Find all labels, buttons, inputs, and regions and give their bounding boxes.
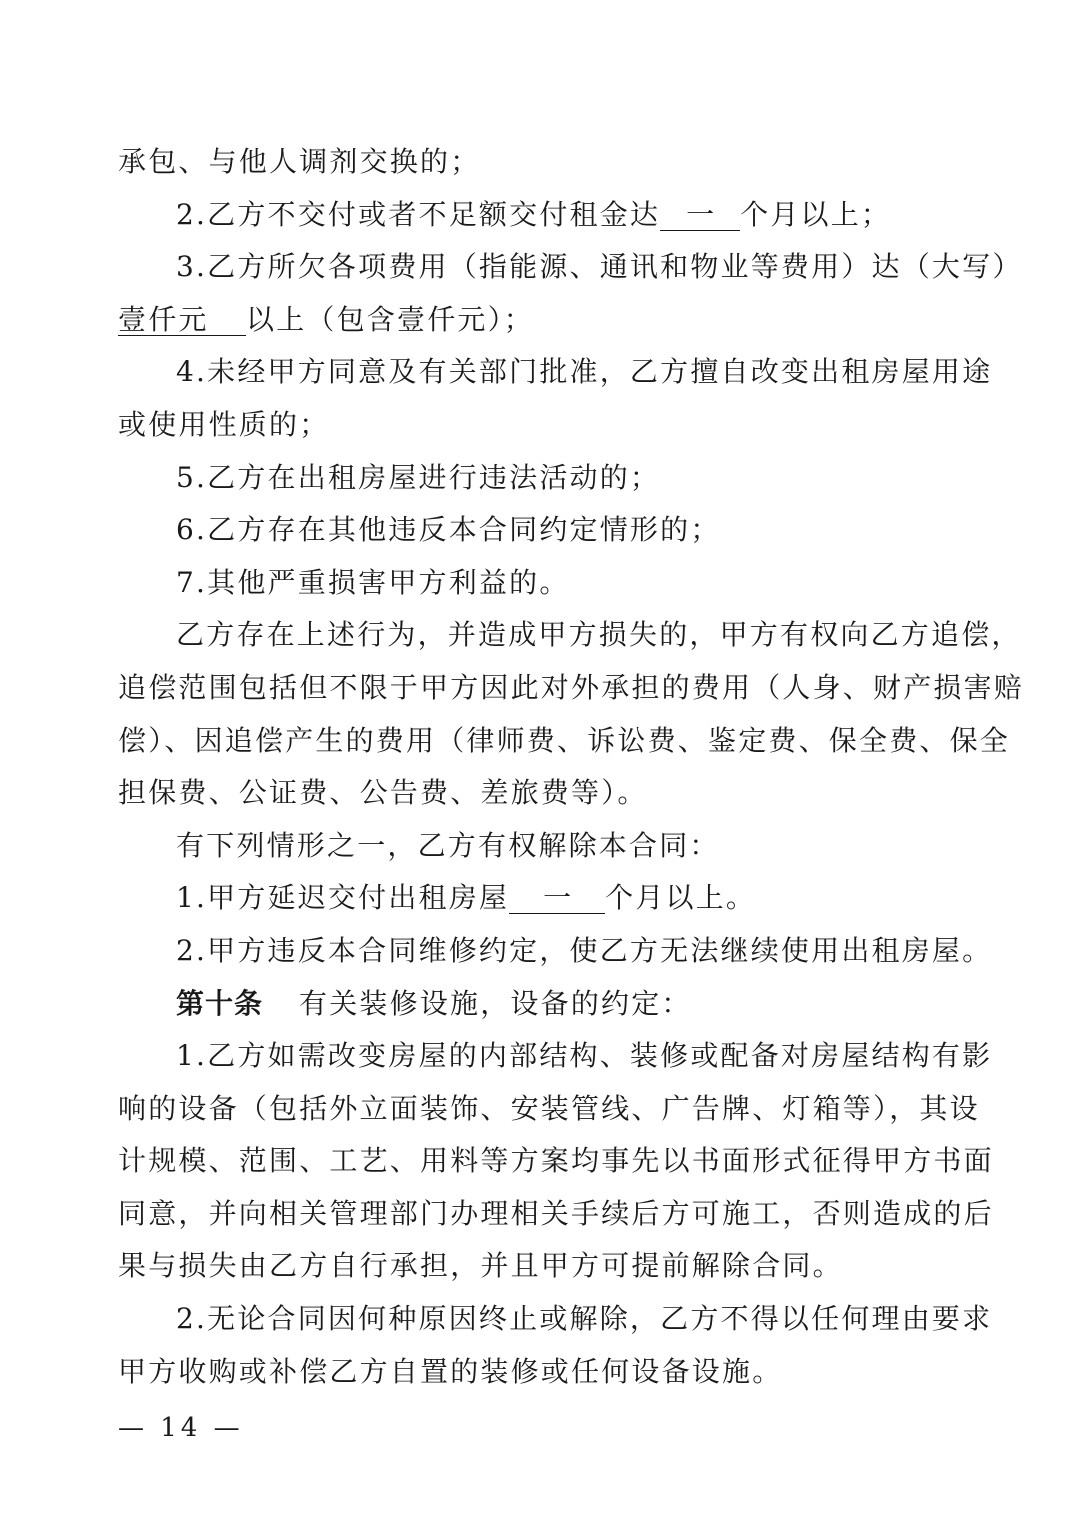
fill-blank-amount: 壹仟元 xyxy=(118,305,246,336)
text-line: 5.乙方在出租房屋进行违法活动的； xyxy=(176,460,661,494)
text-segment: 1.甲方延迟交付出租房屋 xyxy=(176,881,510,915)
text-line: 2.无论合同因何种原因终止或解除，乙方不得以任何理由要求 xyxy=(176,1302,993,1336)
text-line: 7.其他严重损害甲方利益的。 xyxy=(176,565,570,599)
text-line: 2.甲方违反本合同维修约定，使乙方无法继续使用出租房屋。 xyxy=(176,933,993,967)
article-title: 第十条 xyxy=(176,986,264,1020)
fill-blank-months: 一 xyxy=(509,883,605,914)
text-line: 3.乙方所欠各项费用（指能源、通讯和物业等费用）达（大写） xyxy=(176,250,1023,284)
text-line: 响的设备（包括外立面装饰、安装管线、广告牌、灯箱等），其设 xyxy=(118,1091,980,1125)
text-line: 果与损失由乙方自行承担，并且甲方可提前解除合同。 xyxy=(118,1249,843,1283)
text-line: 乙方存在上述行为，并造成甲方损失的，甲方有权向乙方追偿， xyxy=(176,618,1022,652)
text-line: 6.乙方存在其他违反本合同约定情形的； xyxy=(176,513,721,547)
text-segment: 以上（包含壹仟元）； xyxy=(246,302,535,336)
text-line: 计规模、范围、工艺、用料等方案均事先以书面形式征得甲方书面 xyxy=(118,1144,994,1178)
document-page xyxy=(118,136,1025,1398)
text-line: 追偿范围包括但不限于甲方因此对外承担的费用（人身、财产损害赔 xyxy=(118,670,1025,704)
text-line xyxy=(118,294,954,347)
article-subject: 有关装修设施，设备的约定： xyxy=(299,986,692,1020)
fill-blank-months: 一 xyxy=(660,200,740,231)
page-number: — 14 — xyxy=(118,1413,244,1443)
text-line: 同意，并向相关管理部门办理相关手续后方可施工，否则造成的后 xyxy=(118,1196,994,1230)
text-line: 4.未经甲方同意及有关部门批准，乙方擅自改变出租房屋用途 xyxy=(176,355,993,389)
text-line: 或使用性质的； xyxy=(118,407,330,441)
article-heading xyxy=(118,978,954,1031)
text-segment: 个月以上； xyxy=(740,197,892,231)
text-line: 甲方收购或补偿乙方自置的装修或任何设备设施。 xyxy=(118,1354,783,1388)
text-line xyxy=(118,189,954,242)
text-line: 担保费、公证费、公告费、差旅费等）。 xyxy=(118,776,648,810)
text-line: 1.乙方如需改变房屋的内部结构、装修或配备对房屋结构有影 xyxy=(176,1039,993,1073)
text-line: 有下列情形之一，乙方有权解除本合同： xyxy=(176,828,720,862)
text-line xyxy=(118,872,954,925)
text-segment: 2.乙方不交付或者不足额交付租金达 xyxy=(176,197,661,231)
text-segment: 个月以上。 xyxy=(605,881,757,915)
text-line: 偿）、因追偿产生的费用（律师费、诉讼费、鉴定费、保全费、保全 xyxy=(118,723,1011,757)
text-line: 承包、与他人调剂交换的； xyxy=(118,145,481,178)
